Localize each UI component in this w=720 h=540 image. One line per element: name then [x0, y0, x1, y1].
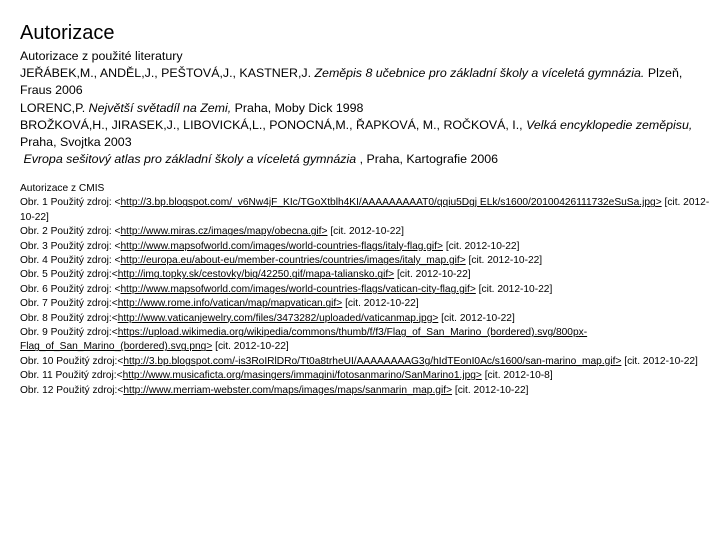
- cmis-section: [20, 182, 720, 398]
- literature-authors: BROŽKOVÁ,H., JIRASEK,J., LIBOVICKÁ,L., PONOCNÁ,M., ŘAPKOVÁ, M., ROČKOVÁ, I.,: [20, 117, 523, 132]
- source-link-tail[interactable]: >: [432, 312, 439, 324]
- literature-publisher: Praha, Moby Dick 1998: [234, 100, 364, 115]
- source-item: [20, 312, 720, 326]
- source-cite: [cit. 2012-10-22]: [20, 197, 710, 223]
- source-cite: [cit. 2012-10-22]: [478, 283, 553, 295]
- source-link[interactable]: http://www.rome.info/vatican/map/mapvatican.gif: [117, 298, 337, 310]
- source-prefix: Obr. 6 Použitý zdroj: <: [20, 283, 121, 295]
- source-item: [20, 384, 720, 398]
- source-item: [20, 326, 720, 355]
- source-item: [20, 283, 720, 297]
- source-link[interactable]: http://www.mapsofworld.com/images/world-countries-flags/vatican-city-flag.gif: [120, 283, 470, 295]
- source-link[interactable]: http://europa.eu/about-eu/member-countries/countries/images/italy_map.gif: [120, 255, 460, 267]
- literature-work: Velká encyklopedie zeměpisu,: [526, 117, 693, 132]
- literature-publisher: , Praha, Kartografie 2006: [359, 152, 499, 167]
- source-link-tail[interactable]: >: [469, 283, 476, 295]
- source-link-tail[interactable]: >: [446, 384, 453, 396]
- source-link-tail[interactable]: >: [655, 197, 662, 209]
- source-prefix: Obr. 10 Použitý zdroj:<: [20, 355, 124, 367]
- source-link[interactable]: http://3.bp.blogspot.com/-is3RoIRlDRo/Tt0a8trheUI/AAAAAAAAG3g/hIdTEonI0Ac/s1600/san-marino_map.gif: [123, 355, 616, 367]
- source-item: [20, 225, 720, 239]
- source-prefix: Obr. 12 Použitý zdroj:<: [20, 384, 124, 396]
- source-prefix: Obr. 1 Použitý zdroj: <: [20, 197, 121, 209]
- source-item: [20, 196, 720, 225]
- literature-section: [20, 48, 710, 168]
- source-link[interactable]: http://img.topky.sk/cestovky/big/42250.gif/mapa-taliansko.gif: [117, 269, 389, 281]
- literature-authors: LORENC,P.: [20, 100, 86, 115]
- literature-work: Největší světadíl na Zemi,: [88, 100, 232, 115]
- source-prefix: Obr. 2 Použitý zdroj: <: [20, 226, 121, 238]
- literature-heading: Autorizace z použité literatury: [20, 49, 183, 63]
- source-cite: [cit. 2012-10-22]: [215, 341, 289, 353]
- source-cite: [cit. 2012-10-22]: [396, 269, 471, 281]
- literature-work: Evropa sešitový atlas pro základní školy a víceletá gymnázia: [23, 152, 357, 167]
- source-link[interactable]: http://www.merriam-webster.com/maps/images/maps/sanmarin_map.gif: [123, 384, 447, 396]
- source-link-tail[interactable]: >: [615, 355, 622, 367]
- source-link-tail[interactable]: >: [321, 226, 328, 238]
- source-cite: [cit. 2012-10-22]: [624, 355, 698, 367]
- source-cite: [cit. 2012-10-8]: [484, 370, 553, 382]
- source-cite: [cit. 2012-10-22]: [454, 384, 529, 396]
- source-item: [20, 240, 720, 254]
- source-prefix: Obr. 3 Použitý zdroj: <: [20, 240, 121, 252]
- source-link-tail[interactable]: >: [336, 298, 343, 310]
- page-title: Autorizace: [20, 22, 115, 44]
- source-cite: [cit. 2012-10-22]: [468, 255, 543, 267]
- source-item: [20, 268, 720, 282]
- source-item: [20, 369, 720, 383]
- source-link-tail[interactable]: >: [388, 269, 395, 281]
- source-link[interactable]: http://www.miras.cz/images/mapy/obecna.gif: [120, 226, 322, 238]
- source-link[interactable]: http://www.mapsofworld.com/images/world-countries-flags/italy-flag.gif: [120, 240, 438, 252]
- source-prefix: Obr. 11 Použitý zdroj:<: [20, 370, 123, 382]
- source-link-tail[interactable]: >: [206, 341, 213, 353]
- source-prefix: Obr. 9 Použitý zdroj:<: [20, 327, 118, 339]
- source-link[interactable]: https://upload.wikimedia.org/wikipedia/commons/thumb/f/f3/Flag_of_San_Marino_(bordered).svg/800px-Flag_of_San_Marino_(bordered).svg.png: [20, 327, 588, 353]
- literature-publisher: Plzeň, Fraus 2006: [20, 66, 683, 98]
- source-item: [20, 297, 720, 311]
- literature-entry: [20, 100, 710, 117]
- source-link[interactable]: http://www.vaticanjewelry.com/files/3473282/uploaded/vaticanmap.jpg: [117, 312, 433, 324]
- cmis-heading: Autorizace z CMIS: [20, 183, 105, 194]
- source-item: [20, 355, 720, 369]
- literature-entry: [20, 117, 710, 151]
- source-cite: [cit. 2012-10-22]: [330, 226, 404, 238]
- source-link-tail[interactable]: >: [459, 255, 466, 267]
- literature-publisher: Praha, Svojtka 2003: [20, 135, 132, 150]
- literature-entry: [20, 151, 710, 168]
- source-cite: [cit. 2012-10-22]: [441, 312, 515, 324]
- source-link[interactable]: http://www.musicaficta.org/masingers/immagini/fotosanmarino/SanMarino1.jpg: [122, 370, 476, 382]
- literature-entry: [20, 65, 710, 99]
- source-prefix: Obr. 8 Použitý zdroj:<: [20, 312, 118, 324]
- literature-authors: JEŘÁBEK,M., ANDĚL,J., PEŠTOVÁ,J., KASTNER,J.: [20, 66, 312, 81]
- source-item: [20, 254, 720, 268]
- source-link-tail[interactable]: >: [475, 370, 482, 382]
- source-cite: [cit. 2012-10-22]: [445, 240, 520, 252]
- source-prefix: Obr. 4 Použitý zdroj: <: [20, 255, 121, 267]
- source-cite: [cit. 2012-10-22]: [345, 298, 419, 310]
- source-link[interactable]: http://3.bp.blogspot.com/_v6Nw4jF_KIc/TGoXtblh4KI/AAAAAAAAAT0/qqiu5Dgj ELk/s1600/20100426111732eSuSa.jpg: [120, 197, 656, 209]
- source-link-tail[interactable]: >: [437, 240, 443, 252]
- source-prefix: Obr. 5 Použitý zdroj:<: [20, 269, 118, 281]
- source-prefix: Obr. 7 Použitý zdroj:<: [20, 298, 118, 310]
- literature-work: Zeměpis 8 učebnice pro základní školy a víceletá gymnázia.: [314, 66, 645, 81]
